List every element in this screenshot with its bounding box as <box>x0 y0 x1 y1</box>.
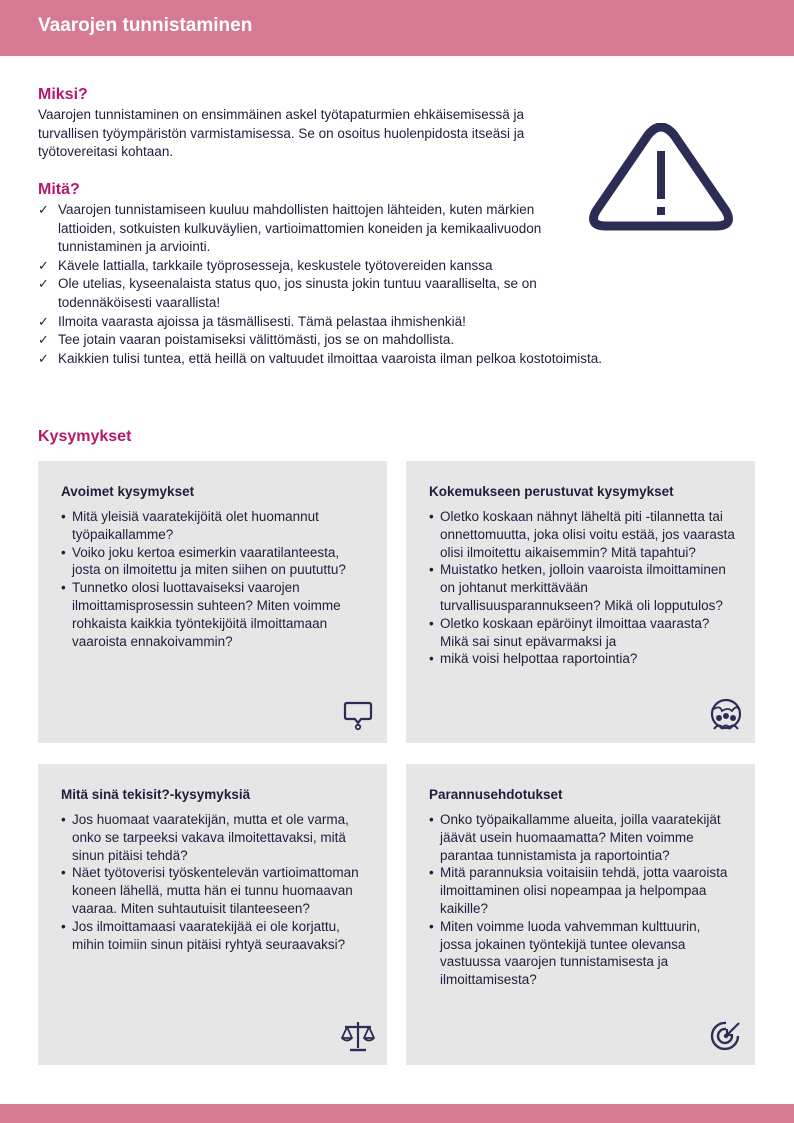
list-item: • Tunnetko olosi luottavaiseksi vaarojen ilmoittamisprosessin suhteen? Miten voimme rohkaista kaikkia työntekijöitä ilmoittamaan vaaroista ennakoivammin? <box>61 579 367 650</box>
header-band <box>0 0 794 56</box>
card-open-questions <box>38 461 387 743</box>
checklist-item-text: Ole utelias, kyseenalaista status quo, jos sinusta jokin tuntuu vaaralliselta, se on todennäköisesti vaarallista! <box>58 276 537 310</box>
intro-paragraph: Vaarojen tunnistaminen on ensimmäinen askel työtapaturmien ehkäisemisessä ja turvallisen työympäristön varmistamisessa. Se on osoitus huolenpidosta itseäsi ja työtovereitasi kohtaan. <box>38 107 525 160</box>
checklist-item-text: Vaarojen tunnistamiseen kuuluu mahdollisten haittojen lähteiden, kuten märkien lattioiden, sotkuisten kulkuväylien, vartioimattomien koneiden ja kemikaalivuodon tunnistaminen ja arviointi. <box>58 202 542 255</box>
card-bullet-list <box>429 508 735 668</box>
what-checklist <box>38 201 728 368</box>
checklist-item <box>38 313 728 332</box>
list-item: • Mitä yleisiä vaaratekijöitä olet huomannut työpaikallamme? <box>61 508 367 544</box>
checklist-item <box>38 275 558 312</box>
check-icon: ✓ <box>38 257 49 273</box>
list-item: • Oletko koskaan epäröinyt ilmoittaa vaarasta? Mikä sai sinut epävarmaksi ja <box>429 615 735 651</box>
card-title: Avoimet kysymykset <box>61 484 195 499</box>
checklist-item <box>38 201 558 257</box>
card-bullet-list <box>61 811 367 953</box>
checklist-item <box>38 331 728 350</box>
page-title: Vaarojen tunnistaminen <box>38 15 253 36</box>
card-improvement-suggestions <box>406 764 755 1065</box>
list-item: • Miten voimme luoda vahvemman kulttuurin, jossa jokainen työntekijä tuntee olevansa vastuussa vaarojen tunnistamisesta ja ilmoittamisesta? <box>429 918 735 989</box>
globe-people-icon <box>708 697 744 733</box>
list-item: • Mitä parannuksia voitaisiin tehdä, jotta vaaroista ilmoittaminen olisi nopeampaa ja helpompaa kaikille? <box>429 864 735 917</box>
list-item: • Muistatko hetken, jolloin vaaroista ilmoittaminen on johtanut merkittävään turvallisuusparannukseen? Mikä oli lopputulos? <box>429 561 735 614</box>
checklist-item <box>38 257 728 276</box>
list-item: • Jos ilmoittamaasi vaaratekijää ei ole korjattu, mihin toimiin sinun pitäisi ryhtyä seuraavaksi? <box>61 918 367 954</box>
list-item: • mikä voisi helpottaa raportointia? <box>429 650 735 668</box>
list-item: • Onko työpaikallamme alueita, joilla vaaratekijät jäävät usein huomaamatta? Miten voimme parantaa tunnistamista ja raportointia? <box>429 811 735 864</box>
list-item: • Näet työtoverisi työskentelevän vartioimattoman koneen lähellä, mutta hän ei tunnu huomaavan vaaraa. Miten suhtautuisit tilanteeseen? <box>61 864 367 917</box>
check-icon: ✓ <box>38 332 49 348</box>
check-icon: ✓ <box>38 350 49 366</box>
list-item: • Jos huomaat vaaratekijän, mutta et ole varma, onko se tarpeeksi vakava ilmoitettavaksi, mitä sinun pitäisi tehdä? <box>61 811 367 864</box>
section-heading-kysymykset: Kysymykset <box>38 428 132 445</box>
checklist-item-text: Kävele lattialla, tarkkaile työprosesseja, keskustele työtovereiden kanssa <box>58 257 493 273</box>
section-heading-miksi: Miksi? <box>38 86 88 103</box>
card-bullet-list <box>61 508 367 650</box>
checklist-item-text: Tee jotain vaaran poistamiseksi välittömästi, jos se on mahdollista. <box>58 332 455 348</box>
list-item: • Voiko joku kertoa esimerkin vaaratilanteesta, josta on ilmoitettu ja miten siihen on puututtu? <box>61 544 367 580</box>
footer-band <box>0 1104 794 1123</box>
list-item: • Oletko koskaan nähnyt läheltä piti -tilannetta tai onnettomuutta, joka olisi voitu estää, jos vaarasta olisi ilmoitettu aikaisemmin? Mitä tapahtui? <box>429 508 735 561</box>
checklist-item <box>38 350 728 369</box>
checklist-item-text: Kaikkien tulisi tuntea, että heillä on valtuudet ilmoittaa vaaroista ilman pelkoa kostotoimista. <box>58 350 603 366</box>
checklist-item-text: Ilmoita vaarasta ajoissa ja täsmällisesti. Tämä pelastaa ihmishenkiä! <box>58 313 466 329</box>
card-title: Kokemukseen perustuvat kysymykset <box>429 484 674 499</box>
target-arrow-icon <box>708 1018 744 1054</box>
check-icon: ✓ <box>38 276 49 292</box>
check-icon: ✓ <box>38 202 49 217</box>
scales-icon <box>340 1018 376 1054</box>
card-experience-questions <box>406 461 755 743</box>
card-bullet-list <box>429 811 735 989</box>
section-heading-mita: Mitä? <box>38 181 80 198</box>
card-title: Mitä sinä tekisit?-kysymyksiä <box>61 787 251 802</box>
speech-bubble-icon <box>340 697 376 733</box>
card-what-would-you-do <box>38 764 387 1065</box>
card-title: Parannusehdotukset <box>429 787 563 802</box>
check-icon: ✓ <box>38 313 49 329</box>
